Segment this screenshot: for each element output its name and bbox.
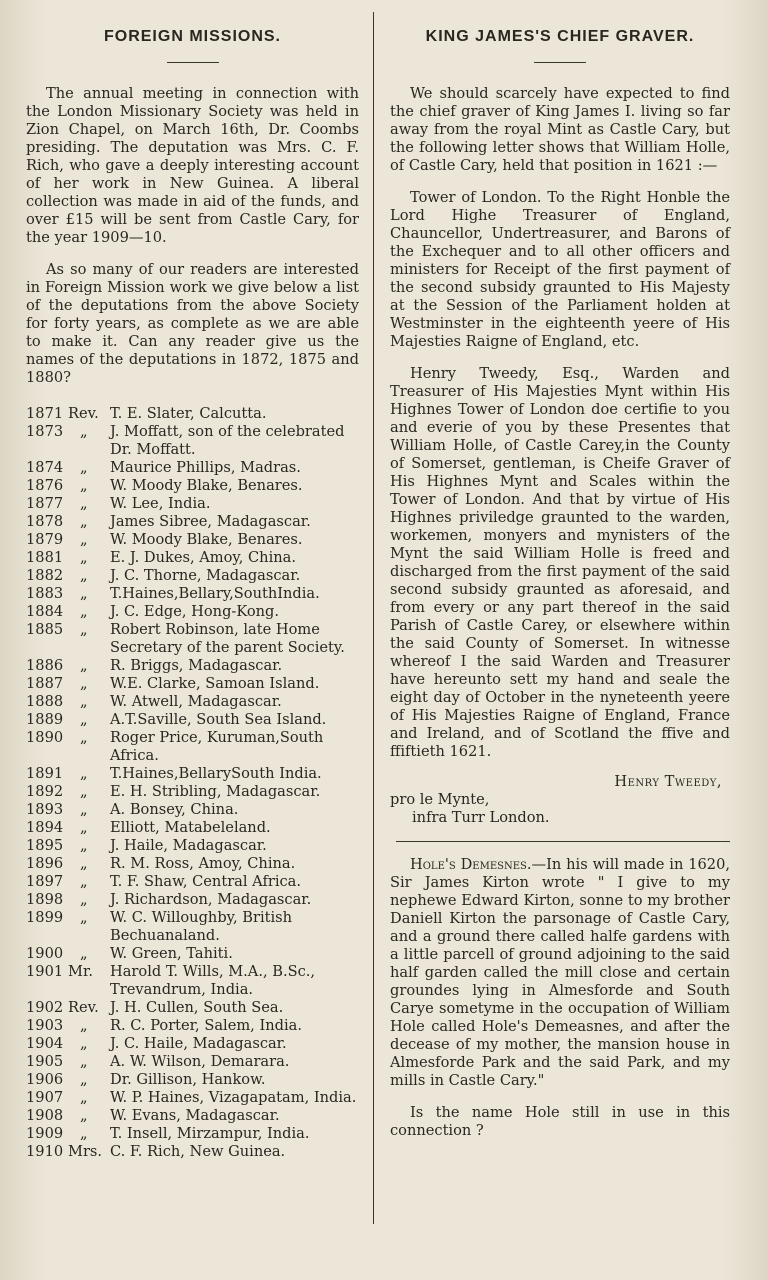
- deputation-year: 1898: [26, 891, 64, 908]
- deputation-row: [26, 891, 359, 909]
- deputation-name: Maurice Phillips, Madras.: [110, 459, 301, 476]
- deputation-year: 1873: [26, 423, 64, 440]
- meeting-paragraph: The annual meeting in connection with the London Missionary Society was held in Zion Chapel, on March 16th, Dr. Coombs presiding. The deputation was Mrs. C. F. Rich, who gave a deeply interesting account of her work in New Guinea. A liberal collection was made in aid of the funds, and over £15 will be sent from Castle Cary, for the year 1909—10.: [26, 85, 359, 246]
- deputation-name: J. Haile, Madagascar.: [110, 837, 267, 854]
- deputation-prefix: „: [80, 783, 88, 800]
- deputation-year: 1877: [26, 495, 64, 512]
- deputation-prefix: „: [80, 675, 88, 692]
- deputation-name: J. H. Cullen, South Sea.: [110, 999, 284, 1016]
- deputation-year: 1897: [26, 873, 64, 890]
- deputation-row: [26, 621, 359, 657]
- deputation-prefix: Mrs.: [68, 1143, 103, 1160]
- deputation-row: [26, 459, 359, 477]
- signature-line-1: pro le Mynte,: [390, 791, 490, 808]
- deputation-name: James Sibree, Madagascar.: [110, 513, 311, 530]
- deputation-row: [26, 819, 359, 837]
- deputation-year: 1899: [26, 909, 64, 926]
- deputation-year: 1878: [26, 513, 64, 530]
- deputation-prefix: „: [80, 1125, 88, 1142]
- signature-name: Henry Tweedy,: [614, 773, 722, 790]
- deputation-year: 1882: [26, 567, 64, 584]
- foreign-missions-column: [26, 28, 359, 1161]
- deputation-year: 1885: [26, 621, 64, 638]
- demesnes-title: Hole's Demesnes.: [410, 856, 532, 873]
- deputation-year: 1903: [26, 1017, 64, 1034]
- deputation-name: T. Insell, Mirzampur, India.: [110, 1125, 310, 1142]
- deputation-name: J. C. Thorne, Madagascar.: [110, 567, 301, 584]
- deputation-name: W. Lee, India.: [110, 495, 211, 512]
- chief-graver-heading: KING JAMES'S CHIEF GRAVER.: [425, 28, 695, 45]
- deputation-name: T.Haines,BellarySouth India.: [110, 765, 322, 782]
- letter-address-paragraph: Tower of London. To the Right Honble the Lord Highe Treasurer of England, Chauncellor, Undertreasurer, and Barons of the Exchequer and to all other officers and ministers for Receipt of the first payment of the second subsidy graunted to His Majesty at the Session of the Parliament holden at Westminster in the eighteenth yeere of His Majesties Raigne of England, etc.: [390, 189, 730, 350]
- deputation-row: [26, 1107, 359, 1125]
- deputation-year: 1894: [26, 819, 64, 836]
- closing-question: Is the name Hole still in use in this connection ?: [390, 1104, 730, 1139]
- deputation-row: [26, 837, 359, 855]
- deputation-prefix: „: [80, 567, 88, 584]
- deputation-name: W. Moody Blake, Benares.: [110, 477, 303, 494]
- deputation-row: [26, 855, 359, 873]
- deputation-prefix: „: [80, 729, 88, 746]
- deputation-row: [26, 873, 359, 891]
- deputation-prefix: „: [80, 873, 88, 890]
- deputation-prefix: „: [80, 1053, 88, 1070]
- deputation-prefix: Rev.: [68, 999, 99, 1016]
- chief-graver-column: [390, 28, 730, 1140]
- deputation-name: Harold T. Wills, M.A., B.Sc., Trevandrum, India.: [110, 963, 316, 998]
- deputation-prefix: Rev.: [68, 405, 99, 422]
- deputation-prefix: „: [80, 513, 88, 530]
- deputation-prefix: „: [80, 837, 88, 854]
- deputation-row: [26, 585, 359, 603]
- deputation-name: J. C. Haile, Madagascar.: [110, 1035, 287, 1052]
- deputation-row: [26, 603, 359, 621]
- deputation-row: [26, 1143, 359, 1161]
- deputation-year: 1892: [26, 783, 64, 800]
- deputation-year: 1881: [26, 549, 64, 566]
- deputation-row: [26, 711, 359, 729]
- deputation-name: A.T.Saville, South Sea Island.: [110, 711, 327, 728]
- deputation-name: J. C. Edge, Hong-Kong.: [110, 603, 280, 620]
- deputation-prefix: „: [80, 1089, 88, 1106]
- section-rule: [396, 841, 730, 842]
- deputation-row: [26, 675, 359, 693]
- deputation-row: [26, 477, 359, 495]
- deputation-prefix: „: [80, 459, 88, 476]
- deputation-row: [26, 1125, 359, 1143]
- deputation-row: [26, 783, 359, 801]
- deputation-year: 1876: [26, 477, 64, 494]
- deputation-name: W. P. Haines, Vizagapatam, India.: [110, 1089, 357, 1106]
- deputation-prefix: „: [80, 711, 88, 728]
- heading-rule: [534, 62, 586, 63]
- deputation-row: [26, 801, 359, 819]
- deputation-name: T. E. Slater, Calcutta.: [110, 405, 267, 422]
- deputation-name: W. Green, Tahiti.: [110, 945, 233, 962]
- deputation-prefix: „: [80, 1071, 88, 1088]
- deputation-year: 1874: [26, 459, 64, 476]
- deputation-name: T.Haines,Bellary,SouthIndia.: [110, 585, 320, 602]
- deputation-row: [26, 657, 359, 675]
- deputation-prefix: „: [80, 693, 88, 710]
- deputation-year: 1908: [26, 1107, 64, 1124]
- signature-line-2: infra Turr London.: [412, 809, 550, 826]
- deputation-year: 1893: [26, 801, 64, 818]
- column-divider: [373, 12, 374, 1224]
- deputation-year: 1887: [26, 675, 64, 692]
- deputation-name: J. Moffatt, son of the celebrated Dr. Moffatt.: [110, 423, 345, 458]
- deputation-name: W.E. Clarke, Samoan Island.: [110, 675, 320, 692]
- deputation-name: A. W. Wilson, Demarara.: [110, 1053, 290, 1070]
- deputation-row: [26, 405, 359, 423]
- demesnes-paragraph: [390, 856, 730, 1090]
- deputation-row: [26, 945, 359, 963]
- deputation-name: R. M. Ross, Amoy, China.: [110, 855, 296, 872]
- deputation-year: 1871: [26, 405, 64, 422]
- deputation-year: 1901: [26, 963, 64, 980]
- deputation-year: 1902: [26, 999, 64, 1016]
- deputation-row: [26, 423, 359, 459]
- deputation-prefix: „: [80, 531, 88, 548]
- deputation-name: W. Evans, Madagascar.: [110, 1107, 280, 1124]
- deputation-year: 1890: [26, 729, 64, 746]
- deputation-name: C. F. Rich, New Guinea.: [110, 1143, 286, 1160]
- deputation-row: [26, 765, 359, 783]
- deputation-row: [26, 1089, 359, 1107]
- deputation-name: W. C. Willoughby, British Bechuanaland.: [110, 909, 293, 944]
- deputation-prefix: „: [80, 945, 88, 962]
- graver-intro-paragraph: We should scarcely have expected to find the chief graver of King James I. living so far away from the royal Mint as Castle Cary, but the following letter shows that William Holle, of Castle Cary, held that position in 1621 :—: [390, 85, 730, 174]
- deputation-year: 1906: [26, 1071, 64, 1088]
- deputation-name: R. Briggs, Madagascar.: [110, 657, 283, 674]
- deputation-year: 1889: [26, 711, 64, 728]
- deputation-year: 1884: [26, 603, 64, 620]
- deputation-prefix: Mr.: [68, 963, 93, 980]
- deputation-prefix: „: [80, 1035, 88, 1052]
- deputation-prefix: „: [80, 891, 88, 908]
- deputation-year: 1900: [26, 945, 64, 962]
- deputation-name: E. H. Stribling, Madagascar.: [110, 783, 321, 800]
- deputation-year: 1896: [26, 855, 64, 872]
- deputation-name: A. Bonsey, China.: [110, 801, 239, 818]
- demesnes-text: —In his will made in 1620, Sir James Kirton wrote " I give to my nephewe Edward Kirton, sonne to my brother Daniell Kirton the parsonage of Castle Cary, and a ground there called halfe gardens with a little parcell of ground adjoining to the said half garden called the mill close and certain groundes lying in Almesforde and South Carye sometyme in the occupation of William Hole called Hole's Demeasnes, and after the decease of my mother, the mansion house in Almesforde Park and the said Park, and my mills in Castle Cary.": [390, 856, 731, 1089]
- foreign-missions-heading: FOREIGN MISSIONS.: [103, 28, 281, 45]
- deputation-prefix: „: [80, 603, 88, 620]
- deputation-year: 1879: [26, 531, 64, 548]
- deputation-prefix: „: [80, 495, 88, 512]
- deputation-row: [26, 513, 359, 531]
- deputation-name: T. F. Shaw, Central Africa.: [110, 873, 302, 890]
- deputation-prefix: „: [80, 477, 88, 494]
- deputation-prefix: „: [80, 549, 88, 566]
- deputation-year: 1883: [26, 585, 64, 602]
- letter-body-paragraph: Henry Tweedy, Esq., Warden and Treasurer of His Majesties Mynt within His Highnes Tower of London doe certifie to you and everie of you by these Presentes that William Holle, of Castle Carey,in the County of Somerset, gentleman, is Cheife Graver of His Highnes Mynt and Scales within the Tower of London. And that by virtue of His Highnes priviledge graunted to the warden, workemen, monyers and mynisters of the Mynt the said William Holle is freed and discharged from the first payment of the said second subsidy graunted as aforesaid, and from every or any part thereof in the said Parish of Castle Carey, or elsewhere within the said County of Somerset. In witnesse whereof I the said Warden and Treasurer have hereunto sett my hand and seale the eight day of October in the nyneteenth yeere of His Majesties Raigne of England, France and Ireland, and of Scotland the ffive and ffiftieth 1621.: [390, 365, 730, 760]
- deputation-name: Dr. Gillison, Hankow.: [110, 1071, 266, 1088]
- deputation-row: [26, 1053, 359, 1071]
- heading-rule: [167, 62, 219, 63]
- deputation-prefix: „: [80, 819, 88, 836]
- deputation-prefix: „: [80, 621, 88, 638]
- deputation-prefix: „: [80, 855, 88, 872]
- deputation-prefix: „: [80, 801, 88, 818]
- deputation-year: 1888: [26, 693, 64, 710]
- deputation-row: [26, 549, 359, 567]
- deputations-list: [26, 405, 359, 1161]
- deputation-prefix: „: [80, 585, 88, 602]
- deputation-row: [26, 729, 359, 765]
- deputation-row: [26, 999, 359, 1017]
- deputation-row: [26, 495, 359, 513]
- deputation-prefix: „: [80, 423, 88, 440]
- deputation-name: Robert Robinson, late Home Secretary of the parent Society.: [110, 621, 345, 656]
- deputation-year: 1895: [26, 837, 64, 854]
- deputation-name: W. Atwell, Madagascar.: [110, 693, 282, 710]
- deputation-year: 1891: [26, 765, 64, 782]
- deputation-prefix: „: [80, 909, 88, 926]
- deputation-year: 1909: [26, 1125, 64, 1142]
- deputation-name: E. J. Dukes, Amoy, China.: [110, 549, 296, 566]
- deputation-row: [26, 909, 359, 945]
- deputation-row: [26, 693, 359, 711]
- deputation-prefix: „: [80, 1107, 88, 1124]
- deputation-row: [26, 1017, 359, 1035]
- deputation-prefix: „: [80, 1017, 88, 1034]
- deputation-year: 1910: [26, 1143, 64, 1160]
- deputation-row: [26, 567, 359, 585]
- deputation-name: R. C. Porter, Salem, India.: [110, 1017, 302, 1034]
- deputation-row: [26, 1035, 359, 1053]
- deputation-row: [26, 531, 359, 549]
- deputation-name: Elliott, Matabeleland.: [110, 819, 271, 836]
- deputation-prefix: „: [80, 657, 88, 674]
- request-paragraph: As so many of our readers are interested in Foreign Mission work we give below a list of the deputations from the above Society for forty years, as complete as we are able to make it. Can any reader give us the names of the deputations in 1872, 1875 and 1880?: [26, 261, 359, 386]
- deputation-year: 1904: [26, 1035, 64, 1052]
- deputation-name: J. Richardson, Madagascar.: [110, 891, 312, 908]
- deputation-name: W. Moody Blake, Benares.: [110, 531, 303, 548]
- deputation-year: 1907: [26, 1089, 64, 1106]
- deputation-prefix: „: [80, 765, 88, 782]
- deputation-row: [26, 963, 359, 999]
- deputation-year: 1886: [26, 657, 64, 674]
- deputation-row: [26, 1071, 359, 1089]
- deputation-name: Roger Price, Kuruman,South Africa.: [110, 729, 324, 764]
- deputation-year: 1905: [26, 1053, 64, 1070]
